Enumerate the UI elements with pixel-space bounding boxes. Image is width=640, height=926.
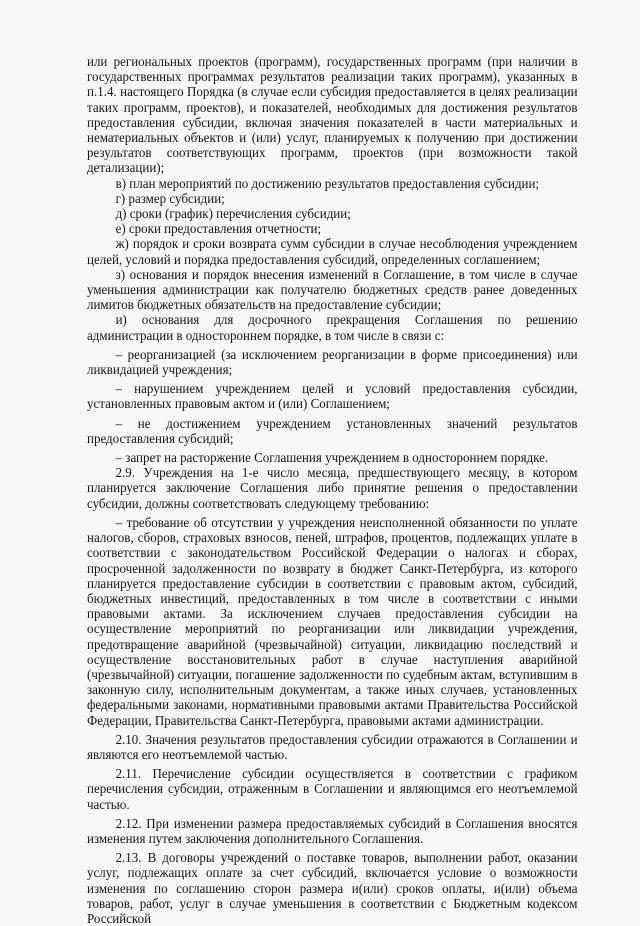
section-2-9: 2.9. Учреждения на 1-е число месяца, предшествующего месяцу, в котором планируется заключение Соглашения либо принятие решения о предоставлении субсидии, должны соответствовать следующему требованию: — [87, 465, 578, 511]
paragraph-item-e: е) сроки предоставления отчетности; — [115, 221, 322, 237]
paragraph-continuation: или региональных проектов (программ), государственных программ (при наличии в государственных программах результатов реализации таких программ), указанных в п.1.4. настоящего Порядка (в случае если субсидия предоставляется в целях реализации таких программ, проектов), и показателей, необходимых для достижения результатов предоставления субсидии, включая значения показателей в части материальных и нематериальных объектов и (или) услуг, планируемых к получению при достижении результатов соответствующих программ, проектов (при возможности такой детализации); — [87, 54, 578, 176]
bullet-non-achievement: – не достижением учреждением установленных значений результатов предоставления субсидий; — [87, 415, 578, 446]
bullet-no-debt-requirement: – требование об отсутствии у учреждения неисполненной обязанности по уплате налогов, сборов, страховых взносов, пеней, штрафов, процентов, подлежащих уплате в соответствии с законодательством Российской Федерации о налогах и сборах, просроченной задолженности по возврату в бюджет Санкт-Петербурга, из которого планируется предоставление субсидии в соответствии с правовым актом, субсидий, бюджетных инвестиций, предоставленных в том числе в соответствии с иными правовыми актами. За исключением случаев предоставления субсидии на осуществление мероприятий по реорганизации или ликвидации учреждения, предотвращение аварийной (чрезвычайной) ситуации, ликвидацию последствий и осуществление восстановительных работ в случае наступления аварийной (чрезвычайной) ситуации, погашение задолженности по судебным актам, вступившим в законную силу, исполнительным документам, а также иных случаев, установленных федеральными законами, нормативными правовыми актами Правительства Российской Федерации, Правительства Санкт-Петербурга, правовыми актами администрации. — [87, 514, 578, 728]
paragraph-item-z: з) основания и порядок внесения изменений в Соглашение, в том числе в случае уменьшения администрации как получателю бюджетных средств ранее доведенных лимитов бюджетных обязательств на предоставление субсидии; — [87, 266, 578, 313]
paragraph-item-d: д) сроки (график) перечисления субсидии; — [115, 206, 351, 222]
paragraph-item-g: г) размер субсидии; — [115, 190, 225, 206]
paragraph-item-v: в) план мероприятий по достижению результатов предоставления субсидии; — [115, 175, 540, 191]
document-page — [87, 54, 578, 926]
section-2-12: 2.12. При изменении размера предоставляемых субсидий в Соглашения вносятся изменения путем заключения дополнительного Соглашения. — [87, 815, 578, 846]
paragraph-item-i: и) основания для досрочного прекращения Соглашения по решению администрации в одностороннем порядке, в том числе в связи с: — [87, 312, 578, 343]
paragraph-item-zh: ж) порядок и сроки возврата сумм субсидии в случае несоблюдения учреждением целей, условий и порядка предоставления субсидий, определенных соглашением; — [87, 236, 578, 267]
section-2-10: 2.10. Значения результатов предоставления субсидии отражаются в Соглашении и являются его неотъемлемой частью. — [87, 731, 578, 762]
section-2-11: 2.11. Перечисление субсидии осуществляется в соответствии с графиком перечисления субсидии, отраженным в Соглашении и являющимся его неотъемлемой частью. — [87, 766, 578, 812]
section-2-13: 2.13. В договоры учреждений о поставке товаров, выполнении работ, оказании услуг, подлежащих оплате за счет субсидий, включается условие о возможности изменения по соглашению сторон размера и(или) сроков оплаты, и(или) объема товаров, работ, услуг в случае уменьшения в соответствии с Бюджетным кодексом Российской — [87, 850, 578, 926]
bullet-termination-ban: – запрет на расторжение Соглашения учреждением в одностороннем порядке. — [115, 450, 549, 466]
bullet-reorganization: – реорганизацией (за исключением реорганизации в форме присоединения) или ликвидацией учреждения; — [87, 346, 578, 378]
bullet-violation: – нарушением учреждением целей и условий предоставления субсидии, установленных правовым актом и (или) Соглашением; — [87, 381, 578, 412]
